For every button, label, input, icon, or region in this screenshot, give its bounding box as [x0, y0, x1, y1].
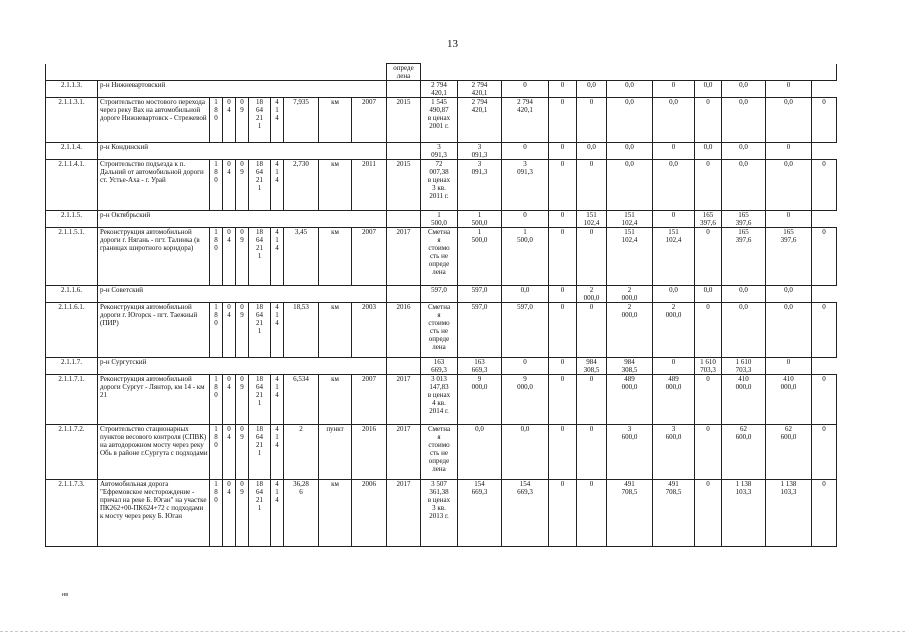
amount-total: 3 091,3	[458, 160, 502, 211]
amount-year3-total: 165 397,6	[695, 211, 722, 228]
estimated-cost: 3 507 361,38 в ценах 3 кв. 2013 г.	[421, 480, 458, 547]
amount-district-budget: 1 500,0	[458, 211, 502, 228]
amount-other-sources: 0	[577, 375, 607, 425]
code-group-4: 18 64 21 1	[249, 98, 271, 143]
row-code: 2.1.1.6.1.	[46, 303, 98, 358]
amount-year2-district: 3 600,0	[653, 425, 695, 480]
row-code: 2.1.1.5.	[46, 211, 98, 228]
amount-year3-other: 0	[766, 211, 812, 228]
amount-year2-other: 0	[695, 98, 722, 143]
object-name: Автомобильная дорога "Ефремовское месторождение - причал на реке Б. Юган" на участке ПК262+00-ПК624+72 с подходами к мосту через реку Б. Юган	[98, 480, 210, 547]
code-group-4: 18 64 21 1	[249, 303, 271, 358]
amount-year2-other: 0	[653, 211, 695, 228]
amount-total: 2 794 420,1	[421, 81, 458, 98]
capacity-unit: пункт	[319, 425, 352, 480]
amount-other-sources: 0	[577, 160, 607, 211]
amount-year2-district: 0,0	[607, 143, 653, 160]
amount-district-budget: 3 091,3	[502, 160, 549, 211]
amount-other-sources: 0	[549, 143, 577, 160]
amount-year3-district: 0,0	[766, 303, 812, 358]
code-digit-2: 0 4	[223, 425, 236, 480]
amount-federal-budget: 0,0	[502, 286, 549, 303]
code-group-4: 18 64 21 1	[249, 228, 271, 286]
code-digit-2: 0 4	[223, 480, 236, 547]
amount-federal-budget: 0	[502, 81, 549, 98]
code-group-5: 4 1 4	[271, 480, 284, 547]
amount-other-sources: 0	[549, 211, 577, 228]
table-row-region	[46, 358, 837, 375]
code-digit-2: 0 4	[223, 228, 236, 286]
amount-federal-budget: 0	[549, 228, 577, 286]
code-digit-2: 0 4	[223, 375, 236, 425]
end-year: 2017	[387, 228, 421, 286]
table-row-project	[46, 375, 837, 425]
code-group-5: 4 1 4	[271, 98, 284, 143]
amount-other-sources: 0	[549, 358, 577, 375]
capacity-value: 6,534	[284, 375, 319, 425]
table-row-region	[46, 286, 837, 303]
amount-other-sources: 0	[577, 303, 607, 358]
amount-federal-budget: 0	[549, 98, 577, 143]
code-group-5: 4 1 4	[271, 425, 284, 480]
capacity-value: 3,45	[284, 228, 319, 286]
amount-year3-total: 0,0	[722, 160, 766, 211]
region-name: р-н Сургутский	[98, 358, 387, 375]
object-name: Реконструкция автомобильной дороги Сургут - Лянтор, км 14 - км 21	[98, 375, 210, 425]
amount-district-budget: 597,0	[502, 303, 549, 358]
amount-year2-total: 0,0	[577, 143, 607, 160]
table-row-project	[46, 228, 837, 286]
amount-year3-district: 62 600,0	[766, 425, 812, 480]
region-name: р-н Октябрьский	[98, 211, 387, 228]
amount-year3-total: 1 138 103,3	[722, 480, 766, 547]
page-number: 13	[447, 38, 458, 50]
capacity-unit: км	[319, 160, 352, 211]
amount-total: 1 500,0	[421, 211, 458, 228]
amount-year3-total: 1 610 703,3	[695, 358, 722, 375]
amount-year2-total: 151 102,4	[607, 228, 653, 286]
code-group-5: 4 1 4	[271, 228, 284, 286]
amount-district-budget: 2 794 420,1	[502, 98, 549, 143]
amount-year2-other: 0	[653, 81, 695, 98]
amount-year2-total: 0,0	[607, 160, 653, 211]
amount-year2-district: 0,0	[653, 160, 695, 211]
amount-year2-district: 984 308,5	[607, 358, 653, 375]
amount-year3-other: 0	[766, 81, 812, 98]
code-digit-2: 0 4	[223, 303, 236, 358]
table-row-region	[46, 81, 837, 98]
object-name: Реконструкция автомобильной дороги г. Нягань - пгт. Талинка (в границах широтного коридора)	[98, 228, 210, 286]
amount-year3-total: 410 000,0	[722, 375, 766, 425]
amount-other-sources: 0	[549, 286, 577, 303]
amount-year3-other: 0	[812, 480, 837, 547]
amount-year2-other: 0	[695, 160, 722, 211]
capacity-unit: км	[319, 228, 352, 286]
estimated-cost	[387, 211, 421, 228]
estimated-cost	[387, 286, 421, 303]
amount-year2-other: 0	[653, 143, 695, 160]
code-digit-3: 0 9	[236, 98, 249, 143]
amount-year3-total: 62 600,0	[722, 425, 766, 480]
estimated-cost: Сметна я стоимо сть не опреде лена	[421, 425, 458, 480]
table-row-project	[46, 303, 837, 358]
start-year: 2006	[352, 480, 387, 547]
row-code: 2.1.1.3.1.	[46, 98, 98, 143]
row-code: 2.1.1.7.3.	[46, 480, 98, 547]
end-year: 2017	[387, 480, 421, 547]
amount-year2-district: 0,0	[607, 81, 653, 98]
table-row-region	[46, 211, 837, 228]
amount-total: 163 669,3	[421, 358, 458, 375]
code-digit-1: 1 8 0	[210, 160, 223, 211]
amount-year2-total: 2 000,0	[607, 303, 653, 358]
amount-total: 597,0	[458, 303, 502, 358]
start-year: 2011	[352, 160, 387, 211]
amount-year3-total: 0,0	[722, 98, 766, 143]
code-group-5: 4 1 4	[271, 375, 284, 425]
amount-year3-district: 0,0	[766, 98, 812, 143]
amount-year3-other: 0	[766, 358, 812, 375]
amount-year3-total: 0,0	[695, 143, 722, 160]
amount-total: 1 500,0	[458, 228, 502, 286]
amount-year2-total: 3 600,0	[607, 425, 653, 480]
amount-other-sources: 0	[577, 480, 607, 547]
amount-year2-other: 0	[653, 358, 695, 375]
amount-district-budget: 1 500,0	[502, 228, 549, 286]
amount-other-sources: 0	[549, 81, 577, 98]
code-digit-3: 0 9	[236, 228, 249, 286]
amount-total: 3 091,3	[421, 143, 458, 160]
amount-year2-total: 151 102,4	[577, 211, 607, 228]
amount-year2-total: 489 000,0	[607, 375, 653, 425]
amount-year2-total: 2 000,0	[577, 286, 607, 303]
code-digit-3: 0 9	[236, 303, 249, 358]
code-group-4: 18 64 21 1	[249, 425, 271, 480]
amount-year2-total: 0,0	[577, 81, 607, 98]
amount-year2-district: 2 000,0	[607, 286, 653, 303]
amount-year3-district: 0,0	[766, 160, 812, 211]
amount-federal-budget: 0	[549, 425, 577, 480]
row-code: 2.1.1.7.1.	[46, 375, 98, 425]
code-digit-1: 1 8 0	[210, 303, 223, 358]
capacity-value: 2	[284, 425, 319, 480]
amount-other-sources: 0	[577, 228, 607, 286]
footer-mark: нв	[62, 592, 69, 598]
amount-year3-district: 0,0	[722, 286, 766, 303]
code-group-4: 18 64 21 1	[249, 375, 271, 425]
code-digit-3: 0 9	[236, 375, 249, 425]
code-digit-3: 0 9	[236, 160, 249, 211]
amount-district-budget: 597,0	[458, 286, 502, 303]
amount-total: 0,0	[458, 425, 502, 480]
capacity-value: 2,730	[284, 160, 319, 211]
end-year: 2015	[387, 160, 421, 211]
amount-district-budget: 9 000,0	[502, 375, 549, 425]
start-year: 2007	[352, 98, 387, 143]
amount-year2-total: 984 308,5	[577, 358, 607, 375]
object-name: Строительство мостового перехода через реку Вах на автомобильной дороге Нижневартовск - Стрежевой	[98, 98, 210, 143]
amount-year3-other: 0	[812, 303, 837, 358]
amount-district-budget: 163 669,3	[458, 358, 502, 375]
amount-year3-district: 410 000,0	[766, 375, 812, 425]
estimated-cost: Сметна я стоимо сть не опреде лена	[421, 303, 458, 358]
object-name: Строительство стационарных пунктов весового контроля (СПВК) на автодорожном мосту через реку Обь в районе г.Сургута с подходами	[98, 425, 210, 480]
amount-federal-budget: 0	[502, 211, 549, 228]
amount-total: 9 000,0	[458, 375, 502, 425]
estimated-cost	[387, 143, 421, 160]
table-row-continuation	[46, 64, 837, 81]
amount-year3-other: 0	[766, 143, 812, 160]
amount-federal-budget: 0	[549, 480, 577, 547]
amount-year3-total: 0,0	[722, 303, 766, 358]
amount-year2-district: 151 102,4	[607, 211, 653, 228]
amount-year3-other: 0,0	[766, 286, 812, 303]
estimated-cost	[387, 81, 421, 98]
code-digit-2: 0 4	[223, 98, 236, 143]
end-year: 2017	[387, 375, 421, 425]
amount-other-sources: 0	[577, 425, 607, 480]
amount-year3-district: 165 397,6	[722, 211, 766, 228]
end-year: 2016	[387, 303, 421, 358]
amount-district-budget: 2 794 420,1	[458, 81, 502, 98]
capacity-unit: км	[319, 98, 352, 143]
amount-district-budget: 3 091,3	[458, 143, 502, 160]
amount-year3-other: 0	[812, 160, 837, 211]
code-digit-1: 1 8 0	[210, 480, 223, 547]
amount-total: 2 794 420,1	[458, 98, 502, 143]
amount-year2-district: 0,0	[653, 98, 695, 143]
amount-year2-other: 0	[695, 425, 722, 480]
code-group-5: 4 1 4	[271, 160, 284, 211]
capacity-value: 36,28 6	[284, 480, 319, 547]
capacity-unit: км	[319, 303, 352, 358]
estimated-cost: 1 545 490,87 в ценах 2001 г.	[421, 98, 458, 143]
row-code: 2.1.1.4.	[46, 143, 98, 160]
capacity-unit: км	[319, 480, 352, 547]
estimated-cost: 72 007,38 в ценах 3 кв. 2011 г.	[421, 160, 458, 211]
capacity-unit: км	[319, 375, 352, 425]
amount-year3-district: 0,0	[722, 143, 766, 160]
code-digit-3: 0 9	[236, 425, 249, 480]
amount-federal-budget: 0	[549, 160, 577, 211]
amount-federal-budget: 0	[502, 143, 549, 160]
amount-year3-district: 165 397,6	[766, 228, 812, 286]
amount-district-budget: 154 669,3	[502, 480, 549, 547]
amount-year2-other: 0	[695, 480, 722, 547]
code-digit-3: 0 9	[236, 480, 249, 547]
row-code: 2.1.1.6.	[46, 286, 98, 303]
amount-year2-other: 0	[695, 375, 722, 425]
amount-total: 154 669,3	[458, 480, 502, 547]
amount-year3-other: 0	[812, 98, 837, 143]
row-code: 2.1.1.4.1.	[46, 160, 98, 211]
amount-year2-district: 491 708,5	[653, 480, 695, 547]
code-digit-1: 1 8 0	[210, 425, 223, 480]
code-digit-1: 1 8 0	[210, 375, 223, 425]
code-digit-1: 1 8 0	[210, 228, 223, 286]
amount-district-budget: 0,0	[502, 425, 549, 480]
code-digit-2: 0 4	[223, 160, 236, 211]
start-year: 2016	[352, 425, 387, 480]
row-code: 2.1.1.3.	[46, 81, 98, 98]
investment-table	[45, 63, 837, 547]
table-row-project	[46, 98, 837, 143]
amount-year3-total: 0,0	[695, 81, 722, 98]
amount-year2-other: 0,0	[653, 286, 695, 303]
estimated-cost	[387, 358, 421, 375]
amount-year2-other: 0	[695, 303, 722, 358]
amount-year3-district: 0,0	[722, 81, 766, 98]
row-code: 2.1.1.5.1.	[46, 228, 98, 286]
end-year: 2017	[387, 425, 421, 480]
amount-year3-other: 0	[812, 228, 837, 286]
amount-year2-total: 0,0	[607, 98, 653, 143]
amount-year2-district: 2 000,0	[653, 303, 695, 358]
amount-other-sources: 0	[577, 98, 607, 143]
end-year: 2015	[387, 98, 421, 143]
code-group-4: 18 64 21 1	[249, 480, 271, 547]
amount-year3-total: 0,0	[695, 286, 722, 303]
amount-year3-district: 1 138 103,3	[766, 480, 812, 547]
amount-total: 597,0	[421, 286, 458, 303]
region-name: р-н Нижневартовский	[98, 81, 387, 98]
table-row-project	[46, 425, 837, 480]
region-name: р-н Кондинский	[98, 143, 387, 160]
amount-federal-budget: 0	[549, 303, 577, 358]
table-row-project	[46, 480, 837, 547]
capacity-value: 7,935	[284, 98, 319, 143]
scan-edge-line	[0, 631, 905, 632]
table-body	[46, 64, 837, 547]
cost-cell: опреде лена	[387, 64, 421, 81]
estimated-cost: 3 013 147,83 в ценах 4 кв. 2014 г.	[421, 375, 458, 425]
amount-year3-total: 165 397,6	[722, 228, 766, 286]
code-digit-1: 1 8 0	[210, 98, 223, 143]
object-name: Реконструкция автомобильной дороги г. Югорск - пгт. Таежный (ПИР)	[98, 303, 210, 358]
estimated-cost: Сметна я стоимо сть не опреде лена	[421, 228, 458, 286]
code-group-5: 4 1 4	[271, 303, 284, 358]
row-code: 2.1.1.7.	[46, 358, 98, 375]
code-group-4: 18 64 21 1	[249, 160, 271, 211]
amount-year2-district: 489 000,0	[653, 375, 695, 425]
table-row-project	[46, 160, 837, 211]
amount-year2-total: 491 708,5	[607, 480, 653, 547]
table-row-region	[46, 143, 837, 160]
amount-year2-district: 151 102,4	[653, 228, 695, 286]
amount-year2-other: 0	[695, 228, 722, 286]
object-name: Строительство подъезда к п. Дальний от автомобильной дороги ст. Устье-Аха - г. Урай	[98, 160, 210, 211]
amount-federal-budget: 0	[549, 375, 577, 425]
capacity-value: 18,53	[284, 303, 319, 358]
start-year: 2007	[352, 375, 387, 425]
amount-year3-other: 0	[812, 425, 837, 480]
row-code: 2.1.1.7.2.	[46, 425, 98, 480]
start-year: 2003	[352, 303, 387, 358]
amount-year3-district: 1 610 703,3	[722, 358, 766, 375]
amount-federal-budget: 0	[502, 358, 549, 375]
region-name: р-н Советский	[98, 286, 387, 303]
amount-year3-other: 0	[812, 375, 837, 425]
start-year: 2007	[352, 228, 387, 286]
